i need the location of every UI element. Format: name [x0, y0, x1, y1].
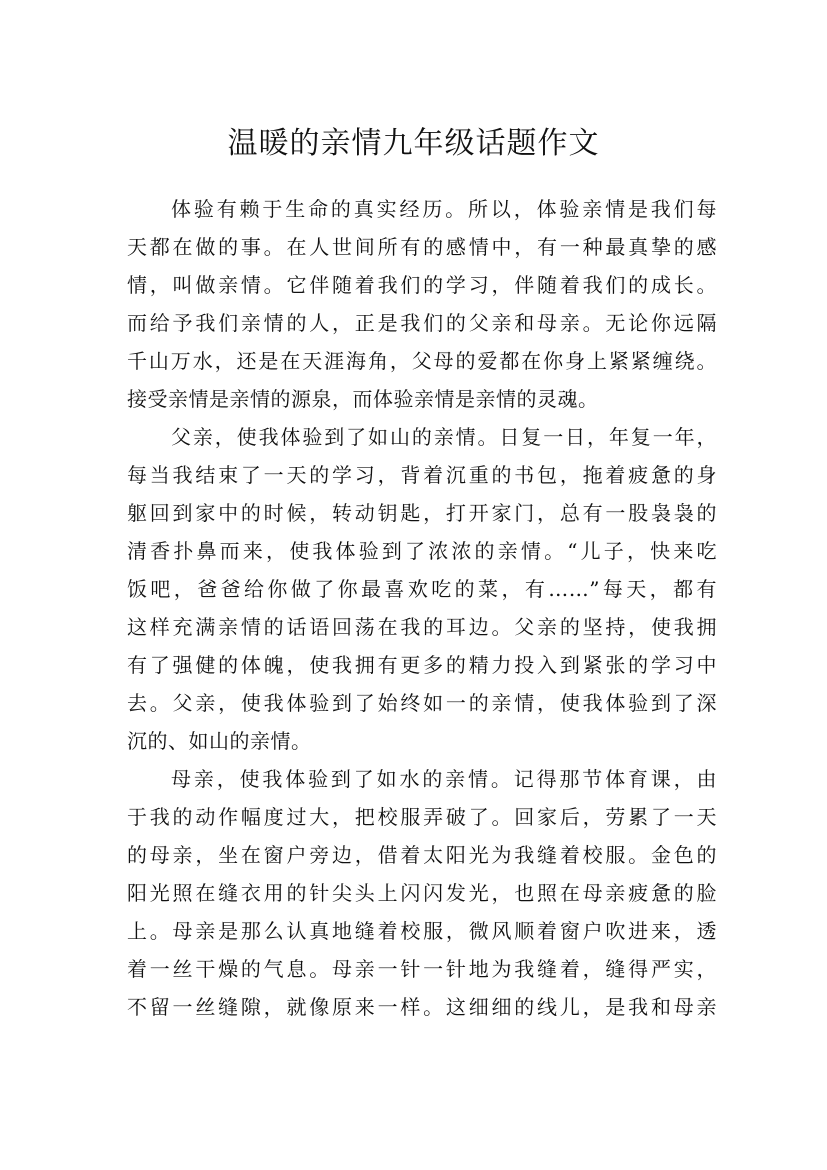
text-line: 去。父亲，使我体验到了始终如一的亲情，使我体验到了深: [127, 691, 717, 715]
text-line: 有了强健的体魄，使我拥有更多的精力投入到紧张的学习中: [127, 653, 717, 677]
text-line: 阳光照在缝衣用的针尖头上闪闪发光，也照在母亲疲惫的脸: [127, 881, 717, 905]
text-line: 每当我结束了一天的学习，背着沉重的书包，拖着疲惫的身: [127, 463, 717, 487]
text-line: 千山万水，还是在天涯海角，父母的爱都在你身上紧紧缠绕。: [127, 349, 717, 373]
text-line: 上。母亲是那么认真地缝着校服，微风顺着窗户吹进来，透: [127, 919, 717, 943]
text-line: 着一丝干燥的气息。母亲一针一针地为我缝着，缝得严实，: [127, 957, 717, 981]
text-line: 的母亲，坐在窗户旁边，借着太阳光为我缝着校服。金色的: [127, 843, 717, 867]
text-line: 母亲，使我体验到了如水的亲情。记得那节体育课，由: [171, 767, 717, 791]
text-line: 体验有赖于生命的真实经历。所以，体验亲情是我们每: [171, 197, 717, 221]
text-line: 接受亲情是亲情的源泉，而体验亲情是亲情的灵魂。: [127, 387, 599, 411]
document-body: [127, 190, 717, 1026]
text-line: 父亲，使我体验到了如山的亲情。日复一日，年复一年，: [171, 425, 717, 449]
text-line: 躯回到家中的时候，转动钥匙，打开家门，总有一股袅袅的: [127, 501, 717, 525]
text-line: 不留一丝缝隙，就像原来一样。这细细的线儿，是我和母亲: [127, 995, 717, 1019]
text-line: 沉的、如山的亲情。: [127, 729, 312, 753]
text-line: 清香扑鼻而来，使我体验到了浓浓的亲情。“儿子，快来吃: [127, 539, 717, 563]
text-line: 而给予我们亲情的人，正是我们的父亲和母亲。无论你远隔: [127, 311, 717, 335]
text-line: 这样充满亲情的话语回荡在我的耳边。父亲的坚持，使我拥: [127, 615, 717, 639]
document-title: 温暖的亲情九年级话题作文: [227, 126, 600, 162]
text-line: 天都在做的事。在人世间所有的感情中，有一种最真挚的感: [127, 235, 717, 259]
text-line: 情，叫做亲情。它伴随着我们的学习，伴随着我们的成长。: [127, 273, 717, 297]
text-line: 于我的动作幅度过大，把校服弄破了。回家后，劳累了一天: [127, 805, 717, 829]
text-line: 饭吧，爸爸给你做了你最喜欢吃的菜，有……”每天，都有: [127, 577, 717, 601]
